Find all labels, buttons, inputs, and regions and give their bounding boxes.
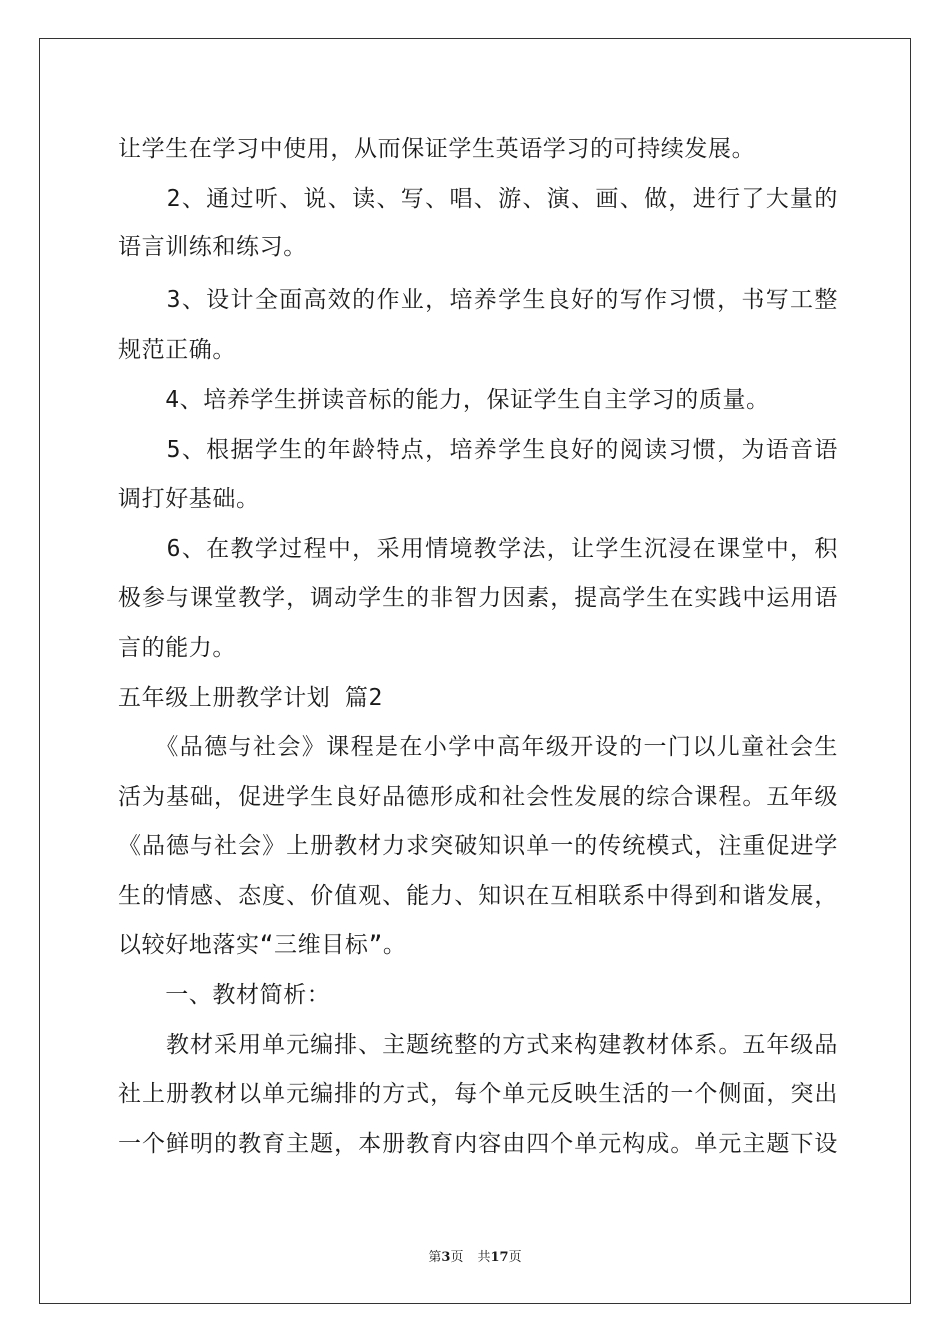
- text-line: 《品德与社会》上册教材力求突破知识单一的传统模式，注重促进学: [118, 833, 838, 859]
- text-line: 4、培养学生拼读音标的能力，保证学生自主学习的质量。: [118, 387, 770, 413]
- text-line: 规范正确。: [118, 337, 236, 363]
- text-line: 《品德与社会》课程是在小学中高年级开设的一门以儿童社会生: [118, 734, 838, 760]
- text-line: 生的情感、态度、价值观、能力、知识在互相联系中得到和谐发展，: [118, 883, 838, 909]
- text-line: 语言训练和练习。: [118, 234, 307, 260]
- text-line: 3、设计全面高效的作业，培养学生良好的写作习惯，书写工整: [118, 287, 838, 313]
- section-heading: 五年级上册教学计划 篇2: [118, 685, 383, 711]
- text-line: 一个鲜明的教育主题，本册教育内容由四个单元构成。单元主题下设: [118, 1131, 838, 1157]
- text-line: 社上册教材以单元编排的方式，每个单元反映生活的一个侧面，突出: [118, 1081, 838, 1107]
- text-line: 调打好基础。: [118, 486, 260, 512]
- page-number: 第3页: [428, 1250, 464, 1265]
- page-footer: [0, 1246, 950, 1265]
- text-line: 极参与课堂教学，调动学生的非智力因素，提高学生在实践中运用语: [118, 585, 838, 611]
- page-border: [39, 38, 911, 1304]
- text-line: 2、通过听、说、读、写、唱、游、演、画、做，进行了大量的: [118, 186, 838, 212]
- text-line: 活为基础，促进学生良好品德形成和社会性发展的综合课程。五年级: [118, 784, 838, 810]
- text-line: 5、根据学生的年龄特点，培养学生良好的阅读习惯，为语音语: [118, 437, 838, 463]
- text-line: 教材采用单元编排、主题统整的方式来构建教材体系。五年级品: [118, 1032, 838, 1058]
- text-line: 以较好地落实“三维目标”。: [118, 932, 407, 958]
- text-line: 言的能力。: [118, 635, 236, 661]
- subsection-heading: 一、教材简析：: [118, 982, 331, 1008]
- text-line: 让学生在学习中使用，从而保证学生英语学习的可持续发展。: [118, 136, 756, 162]
- page-total: 共17页: [477, 1250, 522, 1265]
- text-line: 6、在教学过程中，采用情境教学法，让学生沉浸在课堂中，积: [118, 536, 838, 562]
